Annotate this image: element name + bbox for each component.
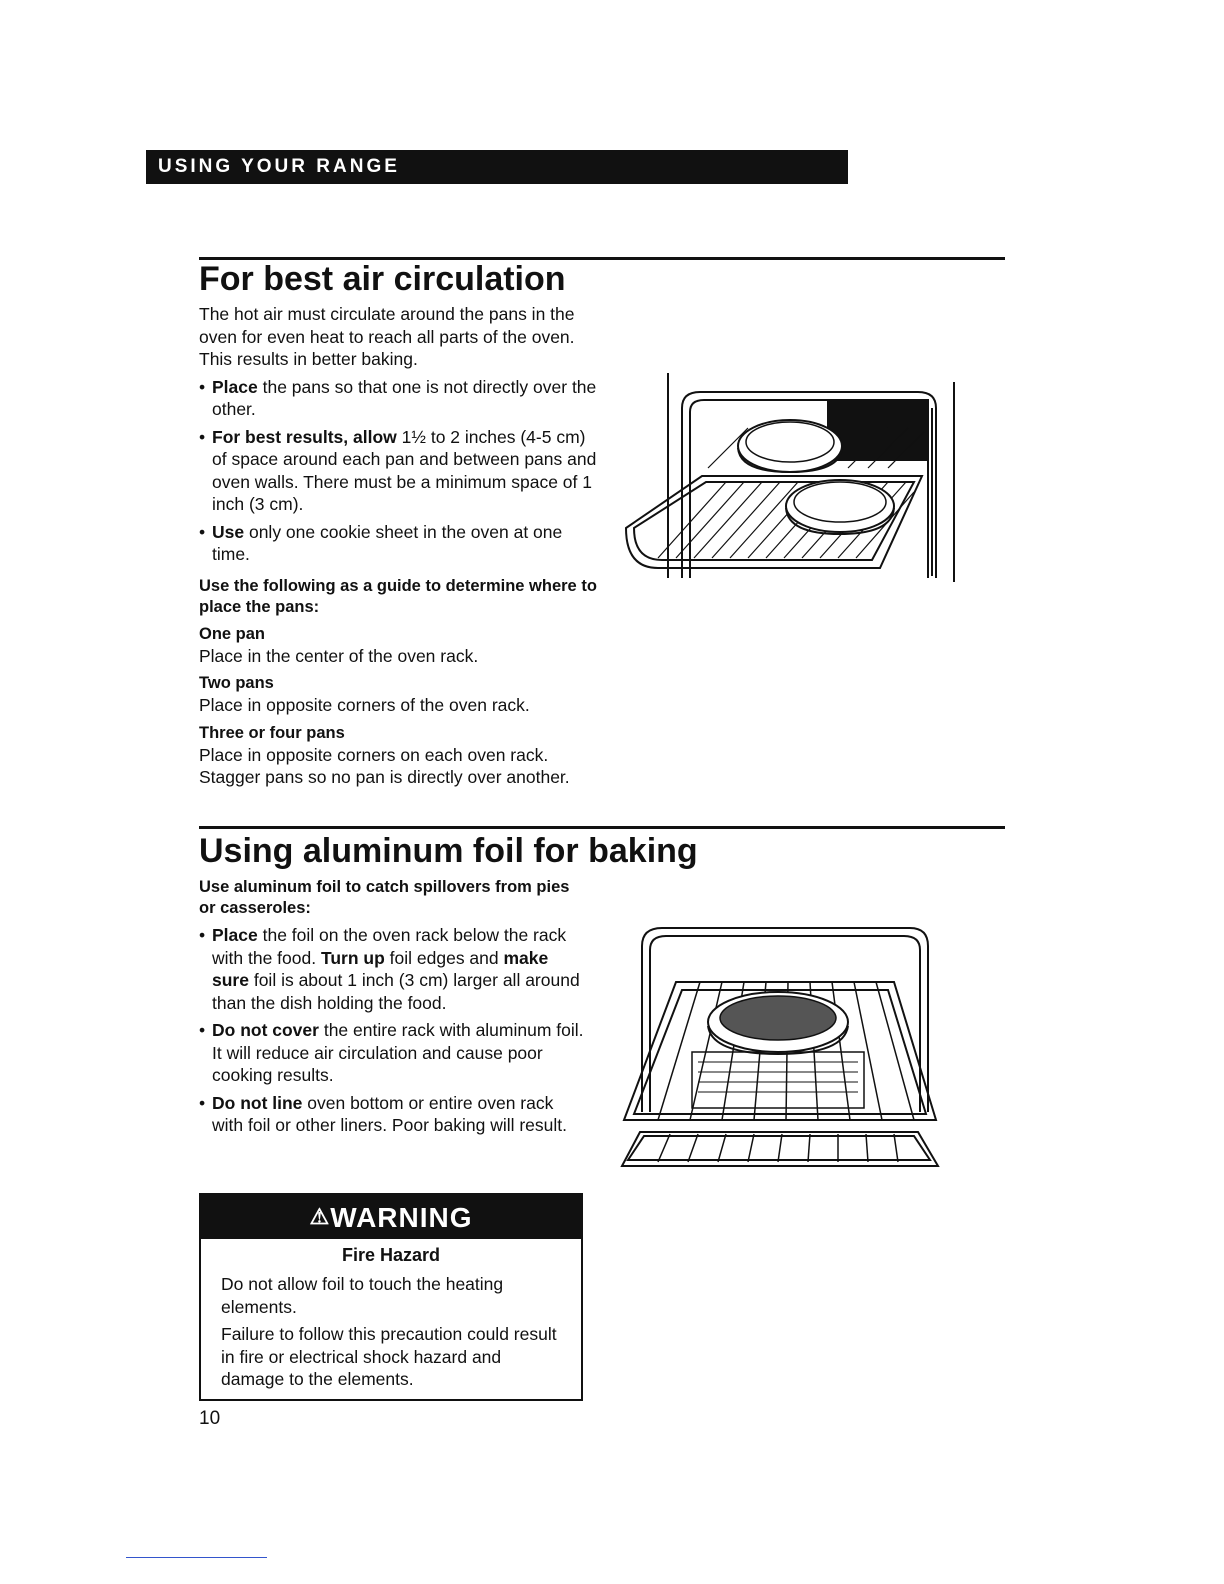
bullet-icon: • — [199, 376, 206, 397]
bullet-icon: • — [199, 925, 206, 945]
section-title-air-circulation: For best air circulation — [199, 260, 566, 298]
intro-paragraph: The hot air must circulate around the pans in the oven for even heat to reach all parts of the oven. This results in better baking. — [199, 304, 575, 369]
bullet-icon: • — [199, 1020, 206, 1040]
warning-triangle-icon: ⚠ — [309, 1204, 331, 1229]
warning-title: WARNING — [330, 1202, 473, 1233]
bullet-place: • Place the pans so that one is not directly over the other. — [199, 376, 597, 419]
section-title-aluminum-foil: Using aluminum foil for baking — [199, 832, 698, 870]
bullet-place-foil: • Place the foil on the oven rack below the rack with the food. Turn up foil edges and make sure foil is about 1 inch (3 cm) larger all around than the dish holding the food. — [199, 925, 580, 1013]
oven-foil-illustration — [618, 922, 940, 1170]
guide-label-one-pan: One pan — [199, 624, 266, 643]
oven-rack-pans-illustration — [618, 368, 963, 586]
bullet-icon: • — [199, 426, 206, 447]
warning-paragraph-2: Failure to follow this precaution could result in fire or electrical shock hazard and damage to the elements. — [221, 1324, 557, 1389]
bullet-do-not-cover: • Do not cover the entire rack with aluminum foil. It will reduce air circulation and cause poor cooking results. — [199, 1020, 584, 1085]
bullet-use: • Use only one cookie sheet in the oven at one time. — [199, 521, 563, 564]
guide-label-three-four-pans: Three or four pans — [199, 723, 345, 742]
bullet-icon: • — [199, 521, 206, 542]
bullet-best-results: • For best results, allow 1½ to 2 inches (4-5 cm) of space around each pan and between pans and oven walls. There must be a minimum space of 1 inch (3 cm). — [199, 426, 597, 514]
bullet-icon: • — [199, 1092, 206, 1113]
guide-text-one-pan: Place in the center of the oven rack. — [199, 645, 479, 666]
bullet-do-not-line: • Do not line oven bottom or entire oven rack with foil or other liners. Poor baking will result. — [199, 1092, 568, 1135]
warning-subtitle: Fire Hazard — [341, 1245, 441, 1265]
warning-box — [199, 1193, 583, 1401]
guide-text-two-pans: Place in opposite corners of the oven rack. — [199, 695, 530, 715]
warning-header — [201, 1195, 581, 1239]
air-circulation-text — [199, 303, 599, 789]
page-number: 10 — [199, 1408, 221, 1429]
aluminum-foil-text — [199, 877, 584, 1137]
guide-heading: Use the following as a guide to determine where to place the pans: — [199, 576, 597, 616]
footer-line — [126, 1557, 267, 1558]
warning-paragraph-1: Do not allow foil to touch the heating elements. — [221, 1274, 504, 1317]
section-rule — [199, 826, 1005, 829]
section-banner: USING YOUR RANGE — [146, 150, 848, 184]
guide-text-three-four-pans: Place in opposite corners on each oven rack. Stagger pans so no pan is directly over another. — [199, 744, 570, 787]
foil-subheading: Use aluminum foil to catch spillovers from pies or casseroles: — [199, 878, 570, 917]
guide-label-two-pans: Two pans — [199, 674, 274, 692]
